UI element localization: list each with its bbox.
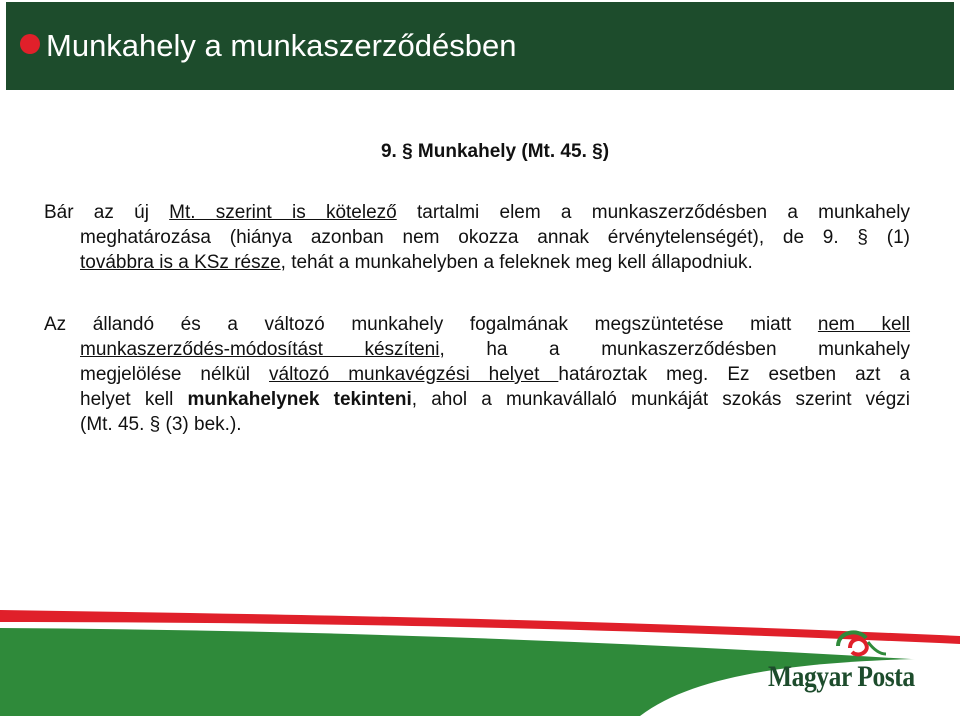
slide-title: Munkahely a munkaszerződésben: [46, 28, 517, 63]
underlined-text: munkaszerződés-módosítást készíteni: [80, 339, 440, 360]
section-heading: 9. § Munkahely (Mt. 45. §): [380, 141, 610, 162]
paragraph-2-line-1: Az állandó és a változó munkahely fogalmának megszüntetése miatt nem kell: [44, 314, 911, 335]
paragraph-2-line-3: megjelölése nélkül változó munkavégzési helyet határoztak meg. Ez esetben azt a: [80, 364, 911, 385]
paragraph-1: [44, 200, 910, 275]
title-bar: [6, 2, 954, 90]
underlined-text: továbbra is a KSz része: [80, 252, 281, 273]
paragraph-2-line-4: helyet kell munkahelynek tekinteni, ahol a munkavállaló munkáját szokás szerint végzi: [80, 389, 910, 410]
footer-swoosh: [0, 600, 960, 716]
underlined-text: változó munkavégzési helyet: [269, 364, 559, 385]
paragraph-2-line-5: (Mt. 45. § (3) bek.).: [80, 414, 242, 435]
paragraph-2-line-2: munkaszerződés-módosítást készíteni, ha a munkaszerződésben munkahely: [80, 339, 910, 360]
paragraph-1-line-1: Bár az új Mt. szerint is kötelező tartalmi elem a munkaszerződésben a munkahely: [44, 202, 911, 223]
paragraph-1-line-3: továbbra is a KSz része, tehát a munkahelyben a feleknek meg kell állapodniuk.: [80, 252, 753, 273]
bold-text: munkahelynek tekinteni: [187, 389, 412, 410]
posthorn-icon: [828, 624, 888, 664]
paragraph-2: [44, 312, 910, 437]
underlined-text: Mt. szerint is kötelező: [169, 202, 397, 223]
magyar-posta-logo: Magyar Posta: [768, 660, 915, 693]
paragraph-1-line-2: meghatározása (hiánya azonban nem okozza annak érvénytelenségét), de 9. § (1): [80, 227, 910, 248]
bullet-icon: [20, 34, 40, 54]
underlined-text: nem kell: [817, 314, 911, 335]
